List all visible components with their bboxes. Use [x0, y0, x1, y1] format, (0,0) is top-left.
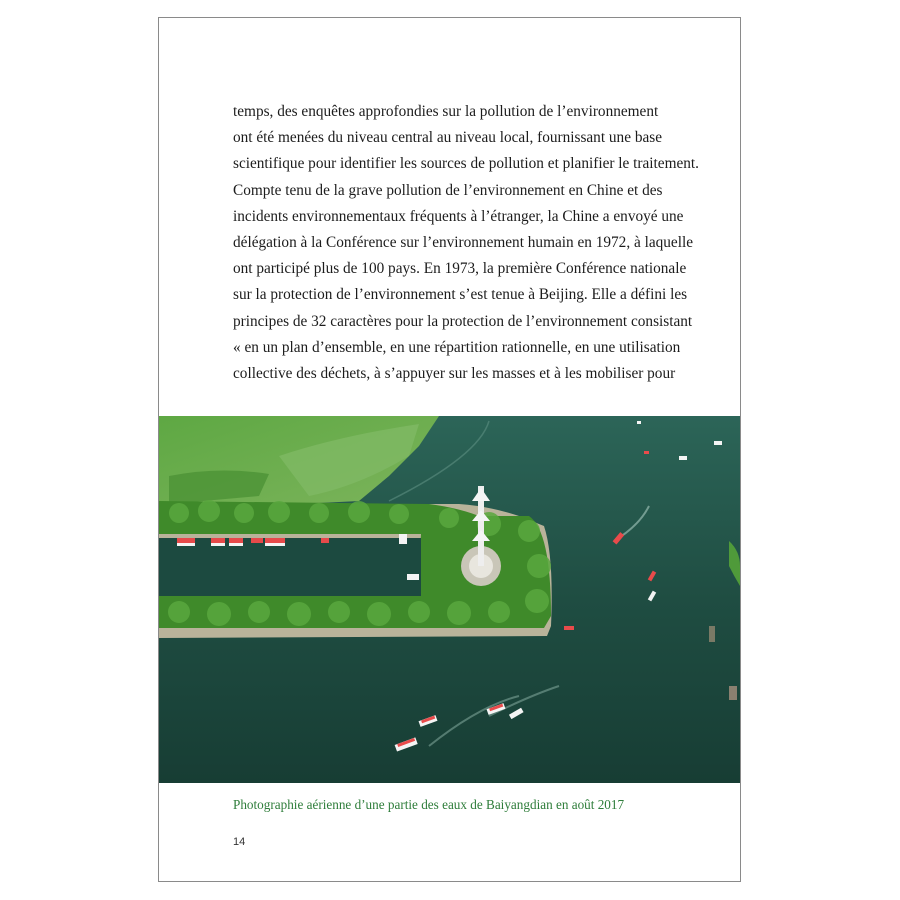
- text-line: principes de 32 caractères pour la protection de l’environnement consistant: [233, 312, 693, 330]
- page-number: 14: [233, 836, 246, 848]
- inner-channel: [159, 538, 421, 596]
- text-line: « en un plan d’ensemble, en une répartition rationnelle, en une utilisation: [233, 338, 681, 356]
- text-line: scientifique pour identifier les sources de pollution et planifier le traitement.: [233, 155, 699, 173]
- figure-caption: Photographie aérienne d’une partie des eaux de Baiyangdian en août 2017: [233, 797, 625, 812]
- text-line: ont été menées du niveau central au niveau local, fournissant une base: [233, 129, 662, 147]
- text-line: incidents environnementaux fréquents à l’étranger, la Chine a envoyé une: [233, 207, 684, 225]
- book-page: [158, 17, 741, 882]
- text-line: délégation à la Conférence sur l’environnement humain en 1972, à laquelle: [233, 234, 694, 252]
- text-line: collective des déchets, à s’appuyer sur les masses et à les mobiliser pour: [233, 365, 676, 383]
- aerial-photo-baiyangdian: [159, 416, 740, 783]
- text-line: temps, des enquêtes approfondies sur la pollution de l’environnement: [233, 103, 659, 120]
- text-line: sur la protection de l’environnement s’est tenue à Beijing. Elle a défini les: [233, 286, 688, 304]
- text-line: Compte tenu de la grave pollution de l’environnement en Chine et des: [233, 181, 663, 199]
- text-line: ont participé plus de 100 pays. En 1973, la première Conférence nationale: [233, 260, 687, 278]
- body-paragraph: [233, 99, 699, 387]
